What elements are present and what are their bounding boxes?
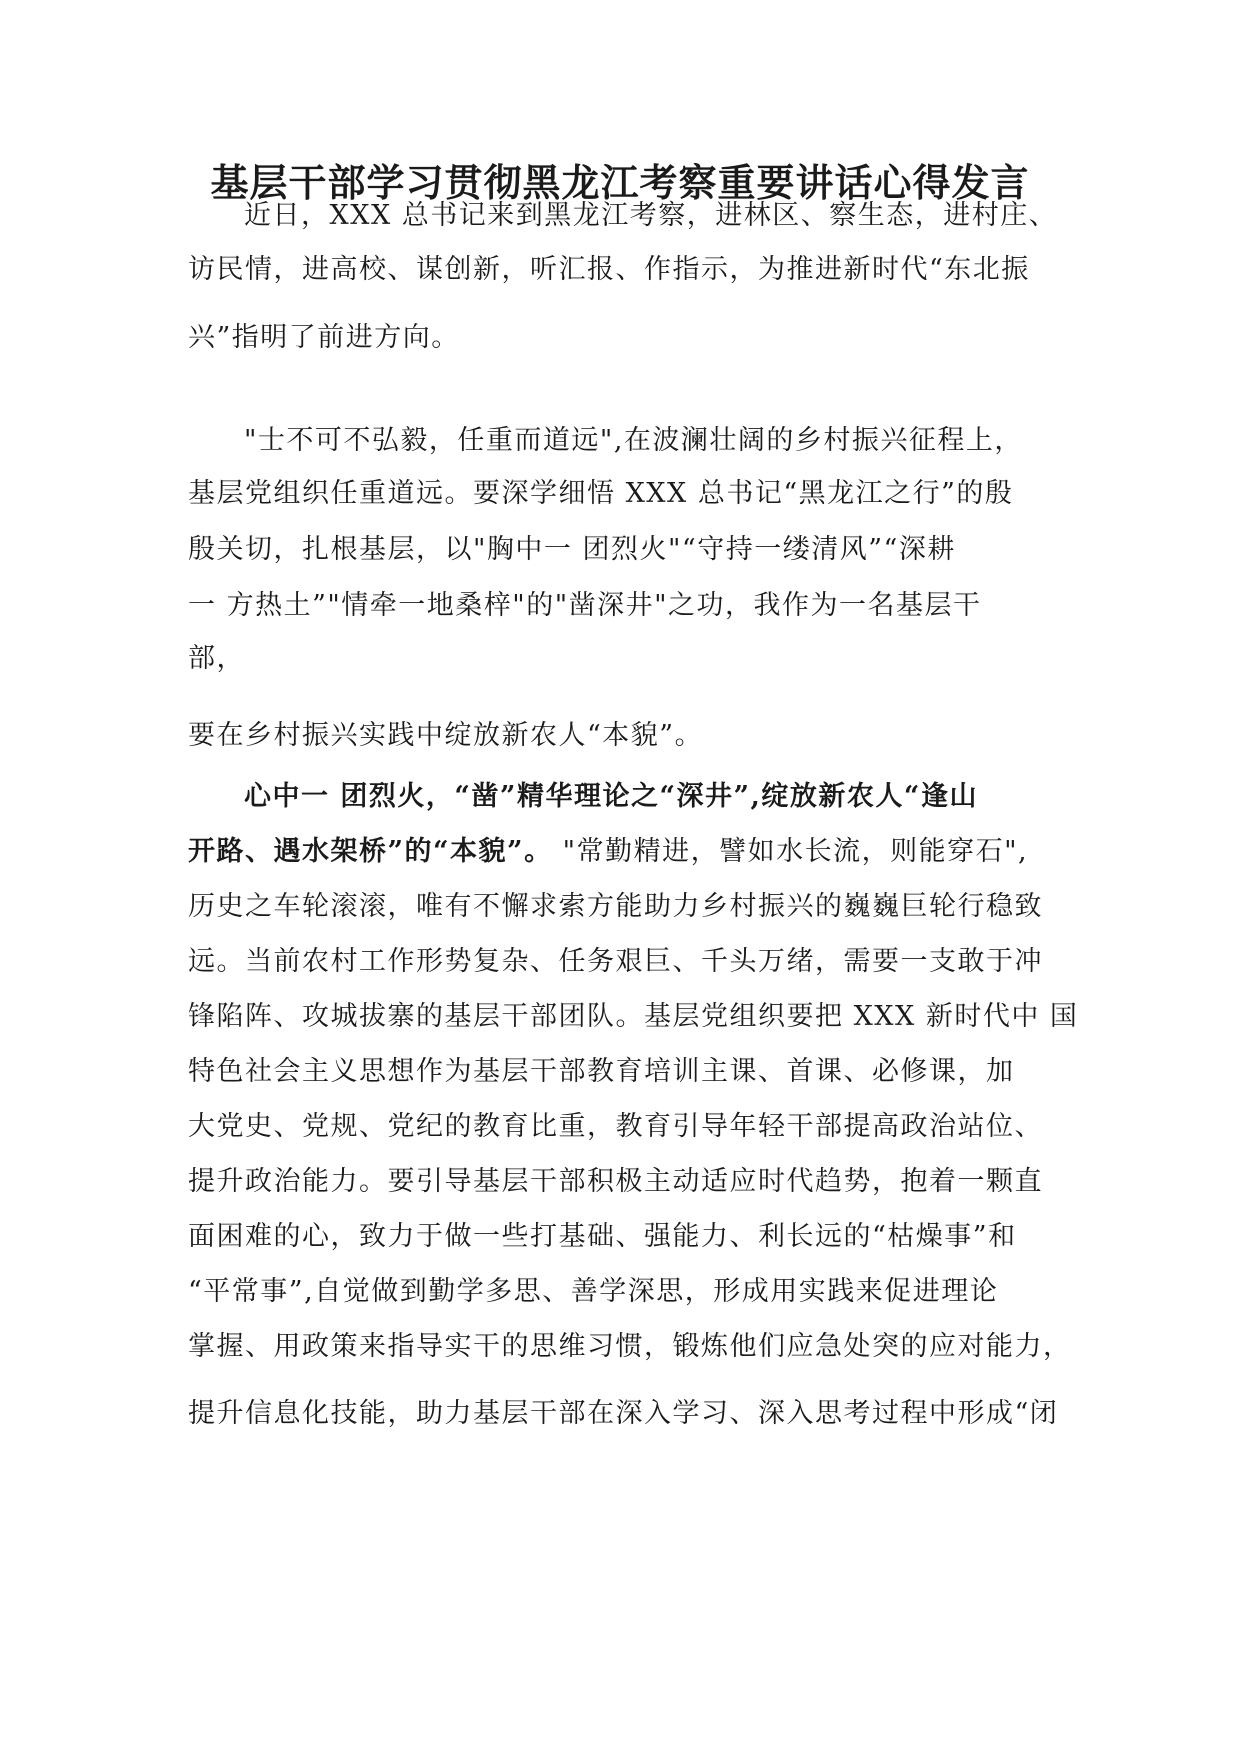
paragraph-line: 要在乡村振兴实践中绽放新农人“本貌”。 [188, 720, 704, 751]
paragraph-line: 基层党组织任重道远。要深学细悟 XXX 总书记“黑龙江之行”的殷 [188, 478, 1014, 509]
quote-text: "常勤精进，譬如水长流，则能穿石", [552, 836, 1029, 867]
paragraph-line: 一 方热土”"情牵一地桑梓"的"凿深井"之功，我作为一名基层干 [188, 590, 982, 621]
paragraph-line: 历史之车轮滚滚，唯有不懈求索方能助力乡村振兴的巍巍巨轮行稳致 [188, 891, 1043, 922]
section-heading: 心中一 团烈火，“凿”精华理论之“深井”,绽放新农人“逢山 [244, 781, 978, 812]
paragraph-line: 大党史、党规、党纪的教育比重，教育引导年轻干部提高政治站位、 [188, 1111, 1043, 1142]
paragraph-line: 访民情，进高校、谋创新，听汇报、作指示，为推进新时代“东北振 [188, 254, 1030, 285]
paragraph-line [188, 832, 1028, 872]
section-heading-end: 开路、遇水架桥”的“本貌”。 [188, 836, 553, 867]
document-title: 基层干部学习贯彻黑龙江考察重要讲话心得发言 [210, 160, 1030, 205]
paragraph-line: 兴”指明了前进方向。 [188, 322, 460, 353]
paragraph-line: 锋陷阵、攻城拔寨的基层干部团队。基层党组织要把 XXX 新时代中 国 [188, 1001, 1079, 1032]
paragraph-line: 提升信息化技能，助力基层干部在深入学习、深入思考过程中形成“闭 [188, 1398, 1059, 1429]
paragraph-line: 远。当前农村工作形势复杂、任务艰巨、千头万绪，需要一支敢于冲 [188, 946, 1043, 977]
paragraph-line: 面困难的心，致力于做一些打基础、强能力、利长远的“枯燥事”和 [188, 1221, 1017, 1252]
paragraph-line: 掌握、用政策来指导实干的思维习惯，锻炼他们应急处突的应对能力， [188, 1331, 1072, 1362]
paragraph-line: "士不可不弘毅，任重而道远",在波澜壮阔的乡村振兴征程上， [244, 425, 1023, 456]
paragraph-line: 部， [188, 643, 245, 674]
paragraph-line: 提升政治能力。要引导基层干部积极主动适应时代趋势，抱着一颗直 [188, 1166, 1043, 1197]
paragraph-line: 殷关切，扎根基层，以"胸中一 团烈火"“守持一缕清风”“深耕 [188, 534, 956, 565]
paragraph-line: 近日，XXX 总书记来到黑龙江考察，进林区、察生态，进村庄、 [244, 200, 1058, 231]
paragraph-line: 特色社会主义思想作为基层干部教育培训主课、首课、必修课，加 [188, 1056, 1015, 1087]
paragraph-line: “平常事”,自觉做到勤学多思、善学深思，形成用实践来促进理论 [188, 1276, 999, 1307]
